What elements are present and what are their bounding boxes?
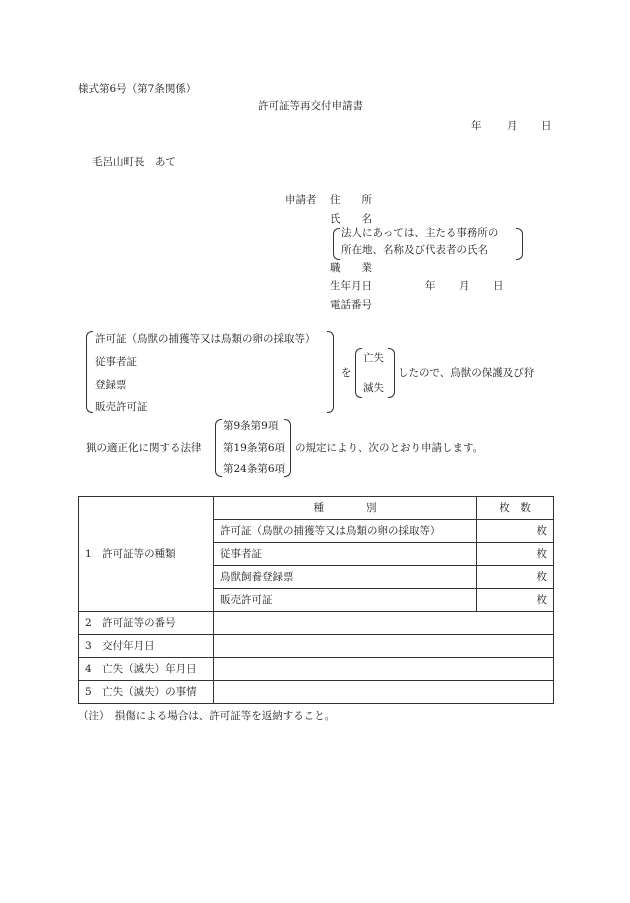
birth-day: 日	[493, 280, 504, 292]
particle-wo: を	[341, 367, 352, 379]
table-header-row	[79, 497, 554, 520]
table-row	[79, 681, 554, 704]
count-cell[interactable]: 枚	[477, 589, 554, 612]
article-option: 第19条第6項	[223, 442, 286, 454]
row-label-loss-date: 4 亡失（滅失）年月日	[79, 658, 214, 681]
corp-note-right-bracket	[516, 228, 523, 260]
column-header-count: 枚 数	[477, 497, 554, 520]
name-label: 氏 名	[330, 213, 372, 225]
loss-circumstances-field[interactable]	[214, 681, 554, 704]
count-cell[interactable]: 枚	[477, 543, 554, 566]
column-header-type: 種 別	[214, 497, 477, 520]
article-option: 第9条第9項	[223, 420, 279, 432]
count-cell[interactable]: 枚	[477, 566, 554, 589]
articles-left-bracket	[215, 419, 222, 477]
table-row	[79, 612, 554, 635]
permit-option: 許可証（鳥獣の捕獲等又は鳥類の卵の採取等）	[95, 333, 316, 345]
table-row	[79, 635, 554, 658]
articles-right-bracket	[284, 419, 291, 477]
loss-left-bracket	[355, 348, 362, 398]
table-row	[79, 658, 554, 681]
birth-month: 月	[459, 280, 470, 292]
document-title: 許可証等再交付申請書	[258, 100, 363, 112]
date-year: 年	[471, 120, 482, 132]
corp-note-left-bracket	[333, 228, 340, 260]
issue-date-field[interactable]	[214, 635, 554, 658]
loss-right-bracket	[388, 348, 395, 398]
permit-option: 従事者証	[95, 356, 137, 368]
permit-type-cell: 鳥獣飼養登録票	[214, 566, 477, 589]
permits-right-bracket	[327, 331, 334, 413]
permit-type-cell: 許可証（鳥獣の捕獲等又は鳥類の卵の採取等）	[214, 520, 477, 543]
date-month: 月	[507, 120, 518, 132]
corp-note-line2: 所在地、名称及び代表者の氏名	[341, 244, 488, 256]
row-label-issue-date: 3 交付年月日	[79, 635, 214, 658]
birth-date-label: 生年月日	[330, 280, 372, 292]
row-label-loss-circumstances: 5 亡失（滅失）の事情	[79, 681, 214, 704]
count-cell[interactable]: 枚	[477, 520, 554, 543]
loss-option: 亡失	[363, 352, 384, 364]
law-suffix: の規定により、次のとおり申請します。	[295, 442, 484, 454]
row-label-permit-type: 1 許可証等の種類	[79, 497, 214, 612]
corp-note-line1: 法人にあっては、主たる事務所の	[341, 227, 499, 239]
statement-continuation: したので、鳥獣の保護及び狩	[398, 367, 535, 379]
phone-label: 電話番号	[330, 299, 372, 311]
permit-type-cell: 販売許可証	[214, 589, 477, 612]
law-prefix: 猟の適正化に関する法律	[86, 442, 202, 454]
footnote: （注） 損傷による場合は、許可証等を返納すること。	[78, 710, 336, 722]
loss-option: 滅失	[363, 382, 384, 394]
occupation-label: 職 業	[330, 262, 372, 274]
row-label-permit-number: 2 許可証等の番号	[79, 612, 214, 635]
birth-year: 年	[425, 280, 436, 292]
article-option: 第24条第6項	[223, 463, 286, 475]
permit-option: 登録票	[95, 379, 127, 391]
addressee: 毛呂山町長 あて	[92, 156, 176, 168]
permits-left-bracket	[86, 331, 93, 413]
address-label: 住 所	[330, 194, 372, 206]
permit-type-cell: 従事者証	[214, 543, 477, 566]
permit-number-field[interactable]	[214, 612, 554, 635]
permit-option: 販売許可証	[95, 401, 148, 413]
loss-date-field[interactable]	[214, 658, 554, 681]
form-number: 様式第6号（第7条関係）	[78, 83, 197, 95]
permit-reissue-table	[78, 496, 554, 704]
date-day: 日	[541, 120, 552, 132]
applicant-label: 申請者	[285, 194, 317, 206]
